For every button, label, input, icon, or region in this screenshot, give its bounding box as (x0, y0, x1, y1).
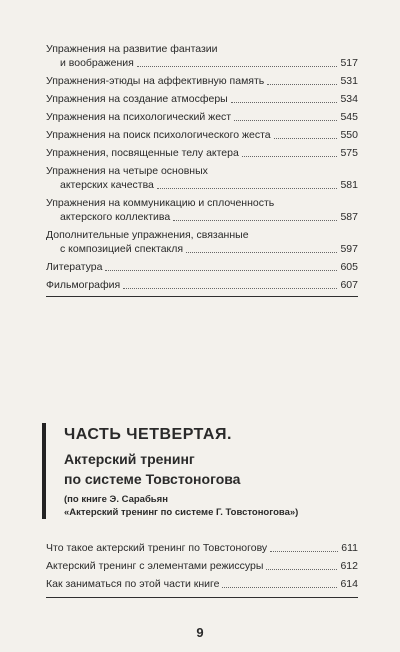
toc-entry-line (46, 56, 358, 70)
toc-entry-label: Упражнения на психологический жест (46, 111, 232, 123)
dot-leader (123, 287, 337, 289)
dot-leader (242, 155, 338, 157)
toc-entry-line (46, 196, 358, 210)
toc-entry (46, 92, 358, 106)
toc-page-number: 550 (340, 129, 358, 141)
dot-leader (231, 101, 338, 103)
toc-page-number: 597 (340, 243, 358, 255)
toc-page-number: 581 (340, 179, 358, 191)
toc-entry-label: Упражнения на развитие фантазии (46, 43, 218, 55)
dot-leader (186, 251, 337, 253)
toc-page-number: 575 (340, 147, 358, 159)
part-source-note (64, 493, 384, 519)
toc-entry (46, 128, 358, 142)
dot-leader (173, 219, 337, 221)
toc-entry (46, 146, 358, 160)
toc-entry-line (46, 541, 358, 555)
dot-leader (270, 550, 338, 552)
dot-leader (105, 269, 337, 271)
toc-entry-line (46, 559, 358, 573)
toc-entry (46, 577, 358, 591)
toc-entry-line (46, 128, 358, 142)
table-of-contents-bottom (46, 541, 358, 598)
part-subtitle (64, 449, 384, 489)
toc-entry (46, 164, 358, 192)
toc-entry-label: и воображения (60, 57, 134, 69)
toc-entry-line (46, 260, 358, 274)
toc-entry-line (46, 210, 358, 224)
toc-entry-label: с композицией спектакля (60, 243, 184, 255)
toc-page-number: 545 (340, 111, 358, 123)
toc-entry-label: актерских качества (60, 179, 154, 191)
dot-leader (274, 137, 338, 139)
toc-entry-label: Как заниматься по этой части книге (46, 578, 220, 590)
toc-entry-label: Упражнения на коммуникацию и сплоченность (46, 197, 275, 209)
part-heading-block (42, 423, 384, 519)
dot-leader (267, 83, 337, 85)
toc-entry-label: Упражнения на создание атмосферы (46, 93, 228, 105)
toc-entry-label: Упражнения на четыре основных (46, 165, 208, 177)
toc-entry (46, 110, 358, 124)
toc-entry-line (46, 278, 358, 292)
toc-entry-label: Упражнения на поиск психологического жеста (46, 129, 271, 141)
toc-page-number: 614 (340, 578, 358, 590)
toc-entry (46, 541, 358, 555)
toc-entry (46, 42, 358, 70)
toc-entry-line (46, 92, 358, 106)
toc-entry-label: Дополнительные упражнения, связанные (46, 229, 249, 241)
toc-entry (46, 74, 358, 88)
toc-entry-line (46, 146, 358, 160)
dot-leader (266, 568, 337, 570)
part-subtitle-line-2: по системе Товстоногова (64, 471, 241, 487)
toc-entry-label: Что такое актерский тренинг по Товстоногову (46, 542, 268, 554)
part-title: ЧАСТЬ ЧЕТВЕРТАЯ. (64, 426, 232, 443)
toc-entry-line (46, 74, 358, 88)
part-note-line-1: (по книге Э. Сарабьян (64, 494, 168, 505)
toc-page-number: 612 (340, 560, 358, 572)
toc-entry-line (46, 577, 358, 591)
toc-entry (46, 228, 358, 256)
toc-page-number: 605 (340, 261, 358, 273)
toc-entry-line (46, 164, 358, 178)
toc-entry-line (46, 178, 358, 192)
toc-page-number: 531 (340, 75, 358, 87)
part-subtitle-line-1: Актерский тренинг (64, 451, 195, 467)
dot-leader (234, 119, 337, 121)
toc-entry (46, 196, 358, 224)
toc-entry-line (46, 242, 358, 256)
page-number: 9 (196, 625, 204, 640)
toc-page-number: 611 (341, 542, 358, 554)
toc-entry-label: Литература (46, 261, 103, 273)
toc-entry-line (46, 110, 358, 124)
toc-page-number: 587 (340, 211, 358, 223)
toc-entry-label: Упражнения-этюды на аффективную память (46, 75, 265, 87)
toc-entry-line (46, 42, 358, 56)
dot-leader (222, 586, 337, 588)
dot-leader (157, 187, 338, 189)
toc-entry (46, 278, 358, 292)
part-note-line-2: «Актерский тренинг по системе Г. Товстоногова») (64, 507, 299, 518)
toc-entry-line (46, 228, 358, 242)
table-of-contents-top (46, 42, 358, 297)
toc-entry (46, 260, 358, 274)
toc-entry-label: актерского коллектива (60, 211, 171, 223)
toc-entry-label: Упражнения, посвященные телу актера (46, 147, 239, 159)
toc-page-number: 517 (340, 57, 358, 69)
toc-page-number: 534 (340, 93, 358, 105)
toc-page-number: 607 (340, 279, 358, 291)
toc-entry (46, 559, 358, 573)
dot-leader (137, 65, 338, 67)
toc-entry-label: Фильмография (46, 279, 121, 291)
toc-entry-label: Актерский тренинг с элементами режиссуры (46, 560, 264, 572)
